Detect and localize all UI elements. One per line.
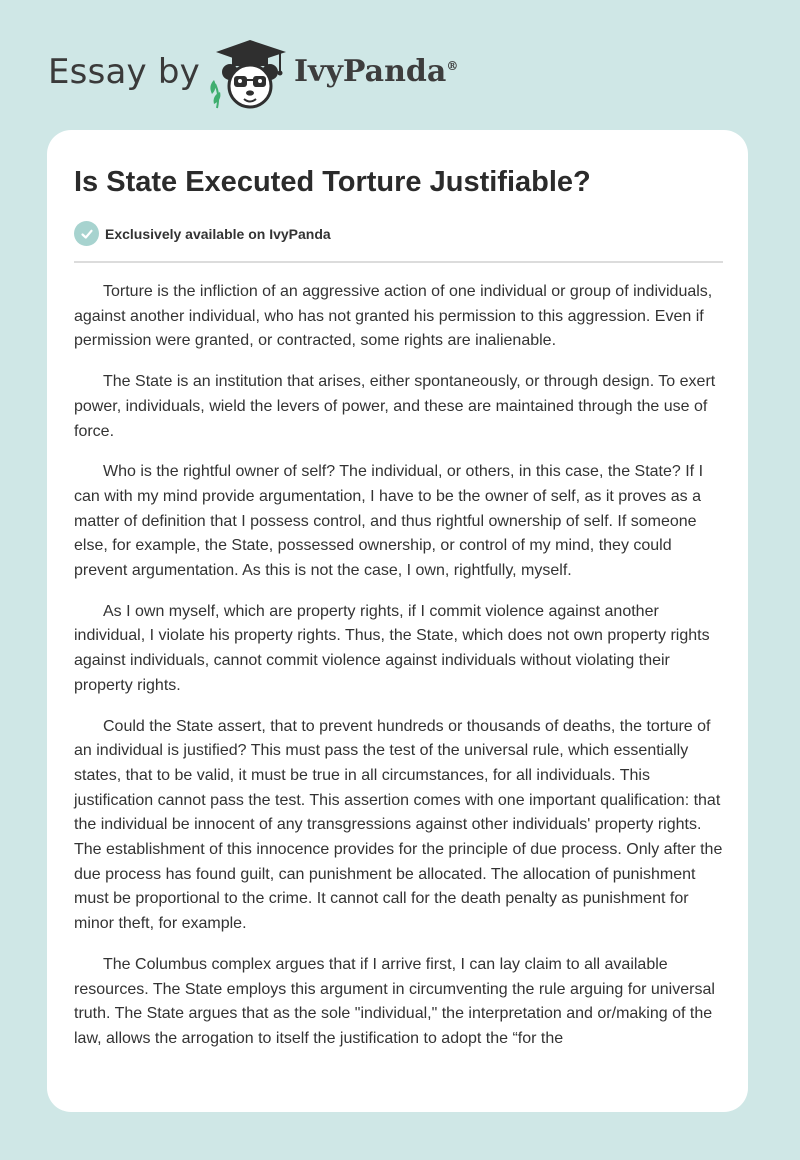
- brand-name[interactable]: IvyPanda®: [294, 54, 459, 89]
- paragraph: Torture is the infliction of an aggressive action of one individual or group of individuals, against another individual, who has not granted his permission to this aggression. Even if permission were granted, or contracted, some rights are inalienable.: [74, 283, 713, 350]
- badge-label: Exclusively available on IvyPanda: [105, 225, 331, 242]
- registered-mark: ®: [446, 59, 459, 73]
- article-card: [47, 130, 748, 1112]
- article-title: Is State Executed Torture Justifiable?: [74, 166, 591, 198]
- panda-logo-icon[interactable]: [200, 38, 290, 110]
- check-icon: [74, 221, 99, 246]
- paragraph: The Columbus complex argues that if I arrive first, I can lay claim to all available resources. The State employs this argument in circumventing the rule arguing for universal truth. The State argues that as the sole "individual," the interpretation and or/making of the law, allows the arrogation to itself the justification to adopt the “for the: [74, 955, 715, 1047]
- exclusive-badge: [74, 221, 331, 246]
- site-header: [48, 38, 488, 108]
- paragraph: The State is an institution that arises, either spontaneously, or through design. To exert power, individuals, wield the levers of power, and these are maintained through the use of force.: [74, 373, 716, 440]
- paragraph: Who is the rightful owner of self? The individual, or others, in this case, the State? If I can with my mind provide argumentation, I have to be the owner of self, as it proves as a matter of definition that I possess control, and thus rightful ownership of self. If someone else, for example, the State, possessed ownership, or control of my mind, they could prevent argumentation. As this is not the case, I own, rightfully, myself.: [74, 463, 704, 580]
- divider: [74, 261, 723, 263]
- paragraph: As I own myself, which are property rights, if I commit violence against another individual, I violate his property rights. Thus, the State, which does not own property rights against individuals, cannot commit violence against individuals without violating their property rights.: [74, 602, 710, 694]
- article-body: [74, 280, 728, 1068]
- paragraph: Could the State assert, that to prevent hundreds or thousands of deaths, the torture of an individual is justified? This must pass the test of the universal rule, which essentially states, that to be valid, it must be true in all circumstances, for all individuals. This justification cannot pass the test. This assertion comes with one important qualification: that the individual be innocent of any transgressions against other individuals' property rights. The establishment of this innocence provides for the principle of due process. Only after the due process has found guilt, can punishment be allocated. The allocation of punishment must be proportional to the crime. It cannot call for the death penalty as punishment for minor theft, for example.: [74, 717, 723, 933]
- brand-prefix: Essay by: [48, 52, 200, 92]
